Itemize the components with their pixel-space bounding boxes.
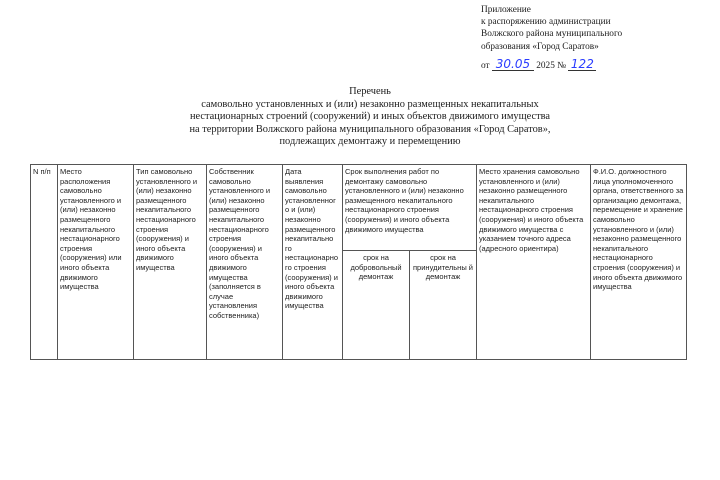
- header-number: N п/п: [31, 165, 58, 360]
- title-line: Перечень: [349, 86, 391, 97]
- annex-line: к распоряжению администрации: [481, 17, 611, 28]
- header-forced-deadline: срок на принудительны й демонтаж: [410, 251, 477, 360]
- title-line: подлежащих демонтажу и перемещению: [279, 136, 461, 148]
- annex-block: [481, 4, 622, 53]
- annex-date-line: [481, 58, 596, 73]
- handwritten-date: 30.05: [492, 58, 534, 71]
- date-prefix: от: [481, 61, 490, 71]
- header-type: Тип самовольно установленного и (или) незаконно размещенного некапитального нестационарного строения (сооружения) и иного объекта движимого имущества: [134, 165, 207, 360]
- date-year: 2025 №: [536, 61, 567, 71]
- handwritten-order-number: 122: [568, 58, 596, 71]
- title-line: нестационарных строений (сооружений) и иных объектов движимого имущества: [189, 111, 551, 123]
- title-line: на территории Волжского района муниципального образования «Город Саратов»,: [189, 123, 551, 135]
- header-responsible: Ф.И.О. должностного лица уполномоченного органа, ответственного за организацию демонтажа, перемещение и хранение самовольно установленного и (или) незаконно размещенного некапитального нестационарного строения (сооружения) и иного объекта движимого имущества: [591, 165, 687, 360]
- header-owner: Собственник самовольно установленного и (или) незаконно размещенного некапитального нестационарного строения (сооружения) и иного объекта движимого имущества (заполняется в случае установления собственника): [207, 165, 283, 360]
- annex-line: образования «Город Саратов»: [481, 41, 599, 52]
- annex-line: Приложение: [481, 5, 531, 15]
- header-location: Место расположения самовольно установленного и (или) незаконно размещенного некапитального нестационарного строения (сооружения) или иного объекта движимого имущества: [58, 165, 134, 360]
- header-detection-date: Дата выявления самовольно установленног о и (или) незаконно размещенного некапитально го нестационарно го строения (сооружения) и иного объекта движимого имущества: [283, 165, 343, 360]
- header-deadline: Срок выполнения работ по демонтажу самовольно установленного и (или) незаконно размещенного некапитального нестационарного строения (сооружения) и иного объекта движимого имущества: [343, 165, 477, 251]
- title-line: самовольно установленных и (или) незаконно размещенных некапитальных: [201, 98, 539, 110]
- header-voluntary-deadline: срок на добровольный демонтаж: [343, 251, 410, 360]
- annex-line: Волжского района муниципального: [481, 29, 623, 40]
- objects-table: [30, 164, 687, 360]
- document-title: [120, 86, 620, 149]
- header-storage: Место хранения самовольно установленного и (или) незаконно размещенного некапитального нестационарного строения (сооружения) и иного объекта движимого имущества с указанием точного адреса (адресного ориентира): [477, 165, 591, 360]
